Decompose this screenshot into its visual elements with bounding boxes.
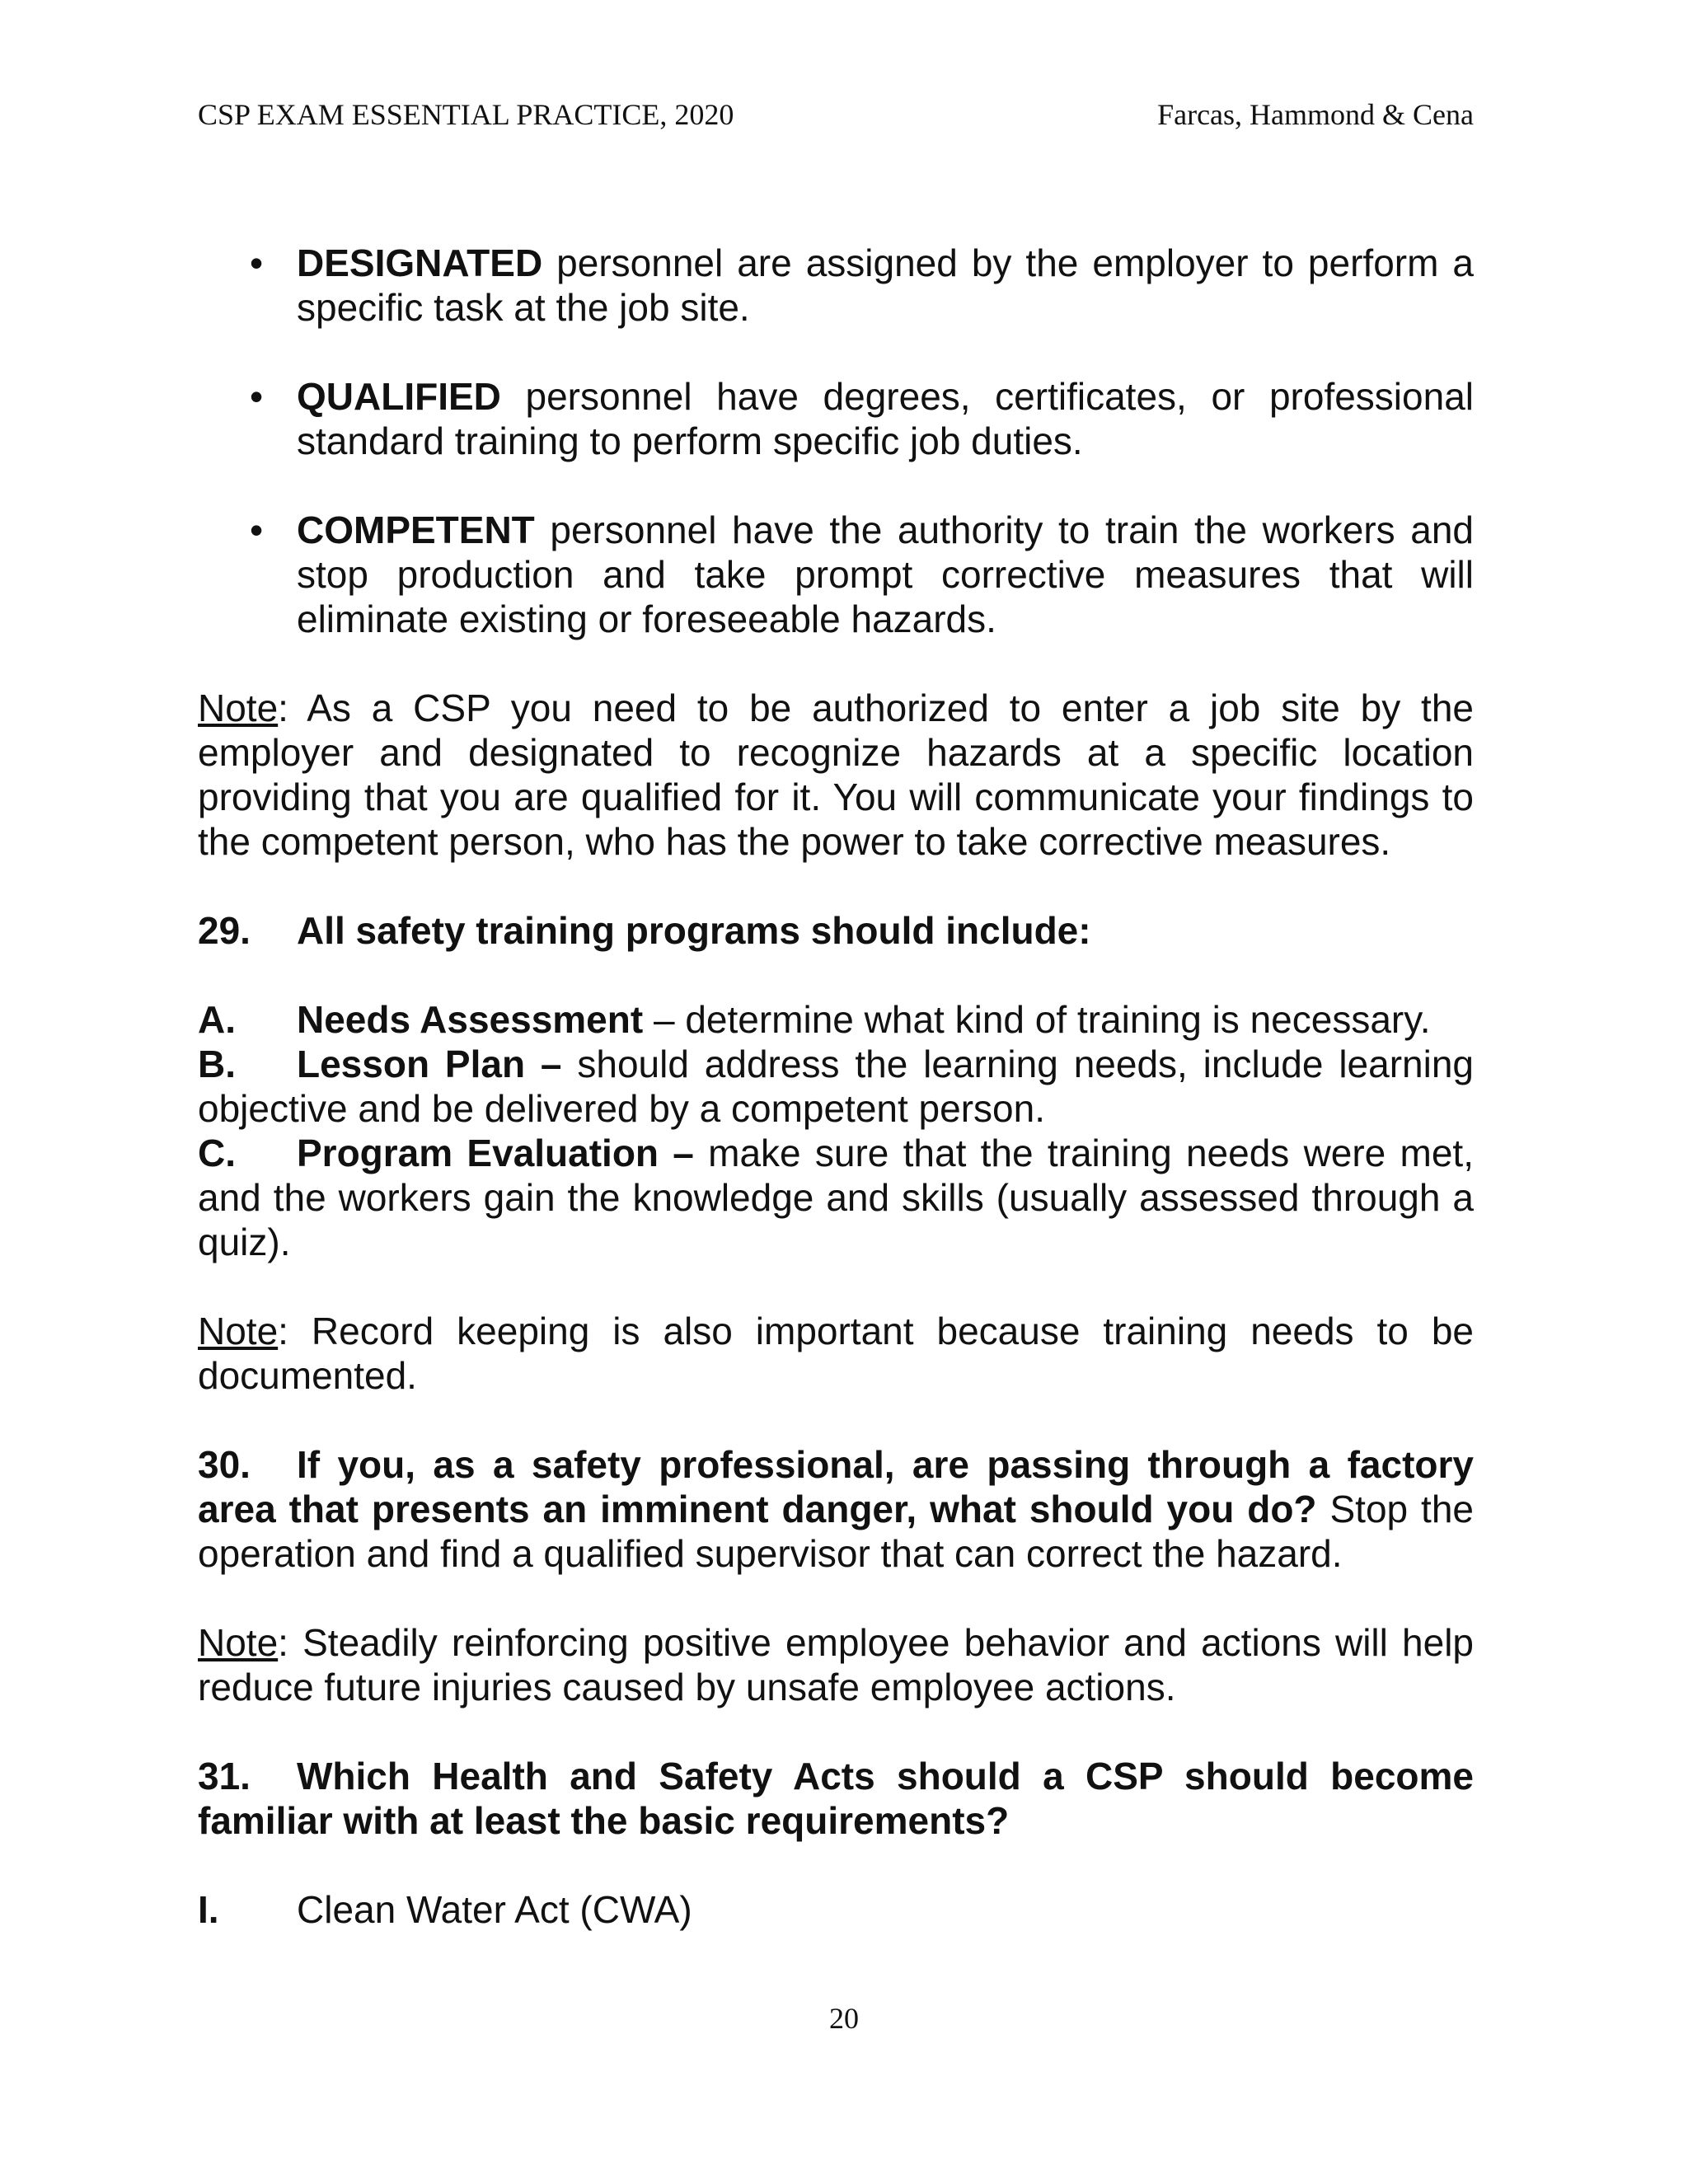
bullet-text: personnel have the authority to train the workers and stop production and take prompt corrective measures that will eliminate existing or foreseeable hazards. <box>297 509 1474 640</box>
option-text: should address the learning needs, include learning objective and be delivered by a competent person. <box>198 1043 1474 1130</box>
bullet-item <box>198 241 1474 330</box>
note-text: : As a CSP you need to be authorized to enter a job site by the employer and designated to recognize hazards at a specific location providing that you are qualified for it. You will communicate your findings to the competent person, who has the power to take corrective measures. <box>198 687 1474 863</box>
answer-option <box>198 1042 1474 1131</box>
bullet-term: COMPETENT <box>297 509 535 551</box>
answer-option <box>198 997 1474 1042</box>
option-letter: A. <box>198 998 236 1041</box>
bullet-icon <box>198 241 297 330</box>
header-authors: Farcas, Hammond & Cena <box>1157 98 1474 131</box>
option-term: Needs Assessment <box>297 998 644 1041</box>
option-text: make sure that the training needs were met, and the workers gain the knowledge and skills (usually assessed through a quiz). <box>198 1132 1474 1263</box>
note-label: Note <box>198 1310 279 1352</box>
option-text: Clean Water Act (CWA) <box>297 1888 692 1931</box>
bullet-icon <box>198 374 297 463</box>
option-term: Program Evaluation – <box>297 1132 694 1174</box>
question-text: All safety training programs should include: <box>297 909 1091 952</box>
question-29 <box>198 908 1474 953</box>
question-number: 31. <box>198 1755 251 1797</box>
bullet-text: personnel are assigned by the employer to perform a specific task at the job site. <box>297 241 1474 329</box>
page-number: 20 <box>829 2002 859 2035</box>
question-30 <box>198 1442 1474 1576</box>
answer-options <box>198 997 1474 1264</box>
note-paragraph <box>198 1620 1474 1709</box>
bullet-term: QUALIFIED <box>297 375 501 418</box>
option-letter: B. <box>198 1043 236 1085</box>
note-paragraph <box>198 1309 1474 1398</box>
bullet-icon <box>198 508 297 641</box>
bullet-item <box>198 374 1474 463</box>
bullet-item <box>198 508 1474 641</box>
note-label: Note <box>198 687 279 729</box>
bullet-text: personnel have degrees, certificates, or professional standard training to perform specific job duties. <box>297 375 1474 462</box>
question-number: 29. <box>198 909 251 952</box>
option-numeral: I. <box>198 1888 219 1931</box>
option-text: – determine what kind of training is necessary. <box>643 998 1431 1041</box>
option-letter: C. <box>198 1132 236 1174</box>
note-text: : Record keeping is also important because training needs to be documented. <box>198 1310 1474 1397</box>
answer-option <box>198 1887 1474 1932</box>
page-header <box>198 97 1474 132</box>
option-term: Lesson Plan – <box>297 1043 562 1085</box>
question-number: 30. <box>198 1443 251 1486</box>
page-content <box>198 241 1474 1976</box>
answer-option <box>198 1131 1474 1264</box>
note-label: Note <box>198 1621 279 1664</box>
header-title: CSP EXAM ESSENTIAL PRACTICE, 2020 <box>198 98 734 131</box>
question-31 <box>198 1754 1474 1843</box>
answer-text: Stop the operation and find a qualified supervisor that can correct the hazard. <box>198 1488 1474 1575</box>
question-text: Which Health and Safety Acts should a CSP should become familiar with at least the basic requirements? <box>198 1755 1474 1842</box>
note-paragraph <box>198 686 1474 864</box>
bullet-term: DESIGNATED <box>297 241 543 284</box>
note-text: : Steadily reinforcing positive employee behavior and actions will help reduce future injuries caused by unsafe employee actions. <box>198 1621 1474 1708</box>
question-text: If you, as a safety professional, are passing through a factory area that presents an imminent danger, what should you do? <box>198 1443 1474 1530</box>
